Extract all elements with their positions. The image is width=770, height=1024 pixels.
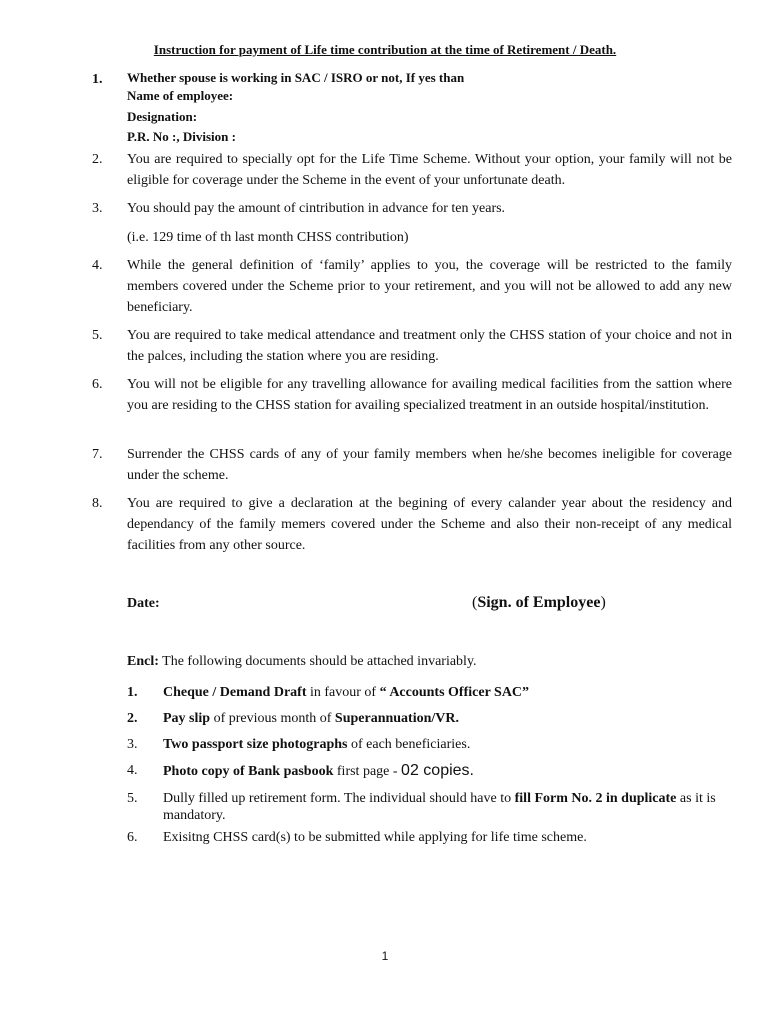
item-text: You are required to specially opt for the Life Time Scheme. Without your option, your family will not be eligible for coverage under the Scheme in the event of your unfortunate death. <box>127 152 732 188</box>
item-text: You are required to give a declaration at the begining of every calander year about the residency and dependancy of the family memers covered under the Scheme and also their non-receipt of any medical facilities from any other source. <box>127 496 732 553</box>
page-number: 1 <box>381 949 389 963</box>
item-text: You are required to take medical attendance and treatment only the CHSS station of your choice and not in the palces, including the station where you are residing. <box>127 328 732 364</box>
item-text: Whether spouse is working in SAC / ISRO or not, If yes than <box>127 70 465 85</box>
pr-division-label: P.R. No :, Division : <box>127 129 236 144</box>
enclosure-label: Encl: <box>127 654 159 669</box>
item-number: 5. <box>92 328 103 343</box>
designation-label: Designation: <box>127 109 198 124</box>
item-note: (i.e. 129 time of th last month CHSS contribution) <box>127 230 409 245</box>
enclosure-note <box>127 654 477 670</box>
item-number: 2. <box>92 152 103 167</box>
item-text: You will not be eligible for any travelling allowance for availing medical facilities from the sattion where you are residing to the CHSS station for availing specialized treatment in an outside hospital/institution. <box>127 377 732 413</box>
enclosure-text: The following documents should be attached invariably. <box>158 654 477 669</box>
employee-signature-label: (Sign. of Employee) <box>472 594 606 611</box>
document-page: Instruction for payment of Life time contribution at the time of Retirement / Death. 1. Whether spouse is working in SAC / ISRO or not, If yes than Name of employee: Designation: P.R. No :, Division : 2. You are required to specially opt for the Life Time Scheme. Without your option, your family will not be eligible for coverage under the Scheme in the event of your unfortunate death. 3. You should pay the amount of cintribution in advance for ten years. (i.e. 129 time of th last month CHSS contribution) 4. While the general definition of ‘family’ applies to you, the coverage will be restricted to the family members covered under the Scheme prior to your retirement, and you will not be allowed to add any new beneficiary. 5. You are required to take medical attendance and treatment only the CHSS station of your choice and not in the palces, including the station where you are residing. 6. You will not be eligible for any travelling allowance for availing medical facilities from the sattion where you are residing to the CHSS station for availing specialized treatment in an outside hospital/institution. 7. Surrender the CHSS cards of any of your family members when he/she becomes ineligible for coverage under the scheme. 8. You are required to give a declaration at the begining of every calander year about the residency and dependancy of the family memers covered under the Scheme and also their non-receipt of any medical facilities from any other source. Date: (Sign. of Employee) Encl: The following documents should be attached invariably. 1. Cheque / Demand Draft in favour of “ Accounts Officer SAC” 2. Pay slip of previous month of Superannuation/VR. 3. Two passport size photographs of each beneficiaries. 4. Photo copy of Bank pasbook first page - 02 copies. 5. Dully filled up retirement form. The individual should have to fill Form No. 2 in duplicate as it is mandatory. 6. Exisitng CHSS card(s) to be submitted while applying for life time scheme. 1 <box>0 0 770 1024</box>
page-title: Instruction for payment of Life time contribution at the time of Retirement / Death. <box>153 42 617 57</box>
item-text: Surrender the CHSS cards of any of your family members when he/she becomes ineligible for coverage under the scheme. <box>127 447 732 483</box>
date-label: Date: <box>127 596 160 611</box>
item-number: 6. <box>92 377 103 392</box>
item-number: 8. <box>92 496 103 511</box>
item-number: 7. <box>92 447 103 462</box>
employee-name-label: Name of employee: <box>127 88 234 103</box>
item-number: 4. <box>92 258 103 273</box>
item-number: 3. <box>92 201 103 216</box>
item-number: 1. <box>92 72 103 87</box>
item-text: You should pay the amount of cintribution in advance for ten years. <box>127 201 506 216</box>
item-text: While the general definition of ‘family’ applies to you, the coverage will be restricted to the family members covered under the Scheme prior to your retirement, and you will not be allowed to add any new beneficiary. <box>127 258 732 315</box>
